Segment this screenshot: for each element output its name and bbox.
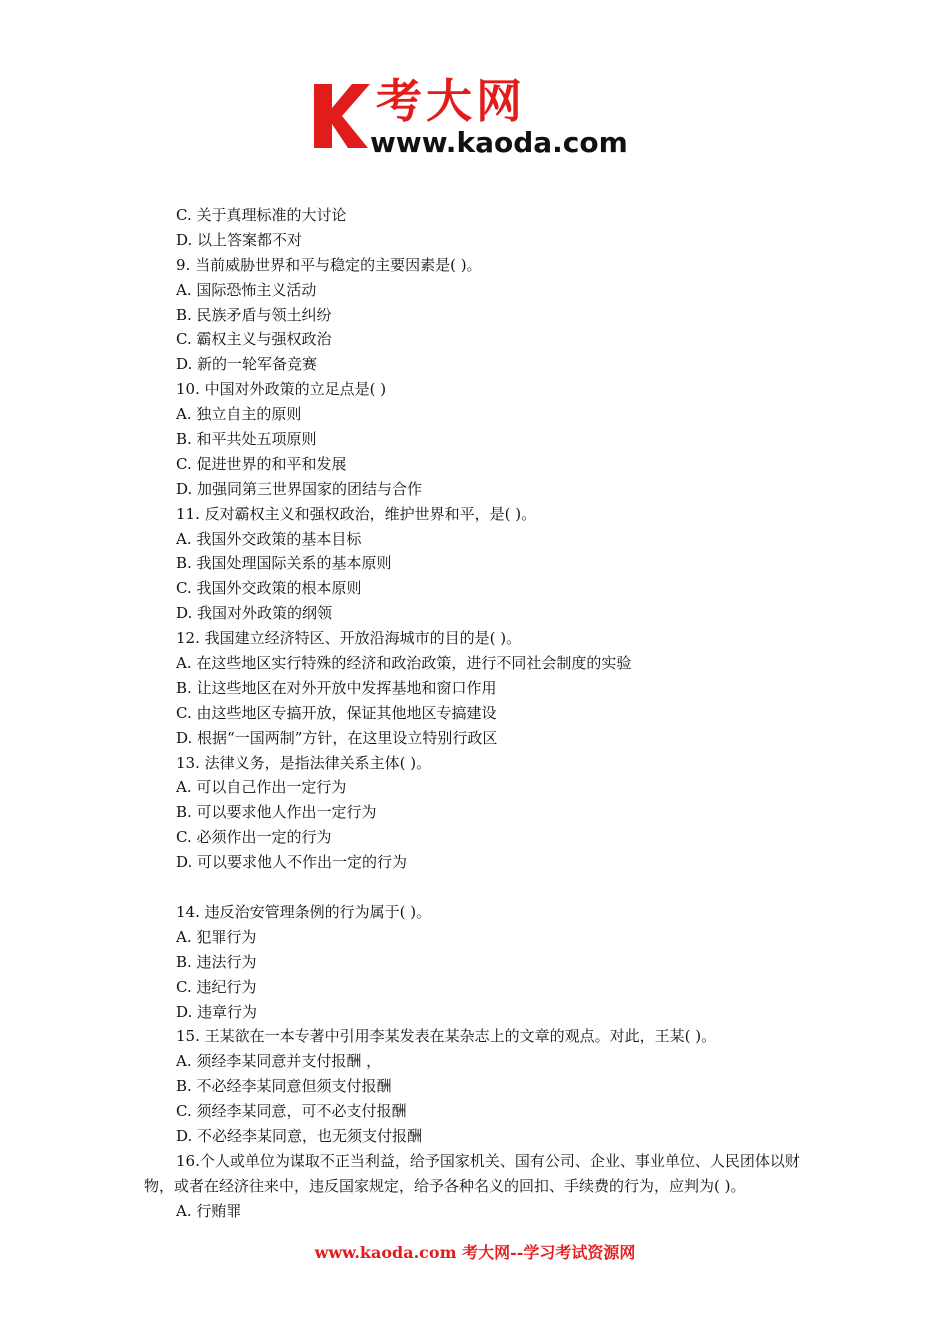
document-body xyxy=(144,203,824,1224)
option-line: C. 须经李某同意，可不必支付报酬 xyxy=(176,1102,407,1121)
option-line: D. 违章行为 xyxy=(176,1002,258,1021)
option-line: D. 不必经李某同意，也无须支付报酬 xyxy=(176,1126,423,1145)
kaoda-logo xyxy=(312,74,642,162)
option-line: D. 加强同第三世界国家的团结与合作 xyxy=(176,479,423,498)
option-line: C. 违纪行为 xyxy=(176,977,257,996)
option-line: A. 行贿罪 xyxy=(176,1201,242,1220)
option-line: D. 新的一轮军备竞赛 xyxy=(176,355,318,374)
logo-url: www.kaoda.com xyxy=(370,126,628,159)
question-line: 10. 中国对外政策的立足点是( ) xyxy=(176,380,387,399)
k-logo-icon xyxy=(312,78,372,150)
blank-line xyxy=(144,875,824,900)
question-line: 9. 当前威胁世界和平与稳定的主要因素是( )。 xyxy=(176,255,482,274)
question-line: 14. 违反治安管理条例的行为属于( )。 xyxy=(176,902,432,921)
option-line: A. 国际恐怖主义活动 xyxy=(176,280,317,299)
option-line: A. 在这些地区实行特殊的经济和政治政策，进行不同社会制度的实验 xyxy=(176,654,632,673)
option-line: B. 和平共处五项原则 xyxy=(176,430,317,449)
option-line: D. 可以要求他人不作出一定的行为 xyxy=(176,853,408,872)
question-line: 13. 法律义务，是指法律关系主体( )。 xyxy=(176,753,432,772)
question-line: 12. 我国建立经济特区、开放沿海城市的目的是( )。 xyxy=(176,629,522,648)
question-line: 15. 王某欲在一本专著中引用李某发表在某杂志上的文章的观点。对此，王某( )。 xyxy=(176,1027,717,1046)
option-line: B. 不必经李某同意但须支付报酬 xyxy=(176,1077,392,1096)
option-line: B. 可以要求他人作出一定行为 xyxy=(176,803,377,822)
option-line: B. 违法行为 xyxy=(176,952,257,971)
option-line: D. 以上答案都不对 xyxy=(176,230,303,249)
option-line: C. 促进世界的和平和发展 xyxy=(176,454,347,473)
option-line: C. 由这些地区专搞开放，保证其他地区专搞建设 xyxy=(176,703,497,722)
question-16-paragraph: 16.个人或单位为谋取不正当利益，给予国家机关、国有公司、企业、事业单位、人民团体以财物，或者在经济往来中，违反国家规定，给予各种名义的回扣、手续费的行为，应判为( )。 xyxy=(144,1151,800,1195)
option-line: B. 我国处理国际关系的基本原则 xyxy=(176,554,392,573)
option-line: A. 独立自主的原则 xyxy=(176,405,302,424)
option-line: A. 犯罪行为 xyxy=(176,927,257,946)
option-line: B. 让这些地区在对外开放中发挥基地和窗口作用 xyxy=(176,678,497,697)
option-line: C. 我国外交政策的根本原则 xyxy=(176,579,362,598)
option-line: D. 根据“一国两制”方针，在这里设立特别行政区 xyxy=(176,728,498,747)
question-line: 11. 反对霸权主义和强权政治，维护世界和平，是( )。 xyxy=(176,504,537,523)
option-line: C. 霸权主义与强权政治 xyxy=(176,330,332,349)
option-line: A. 可以自己作出一定行为 xyxy=(176,778,347,797)
option-line: A. 须经李某同意并支付报酬 ， xyxy=(176,1052,382,1071)
footer-link[interactable]: www.kaoda.com 考大网--学习考试资源网 xyxy=(314,1243,636,1262)
option-line: A. 我国外交政策的基本目标 xyxy=(176,529,362,548)
option-line: C. 必须作出一定的行为 xyxy=(176,828,332,847)
logo-chinese-name: 考大网 xyxy=(376,74,526,128)
option-line: B. 民族矛盾与领土纠纷 xyxy=(176,305,332,324)
option-line: C. 关于真理标准的大讨论 xyxy=(176,206,347,224)
option-line: D. 我国对外政策的纲领 xyxy=(176,604,333,623)
